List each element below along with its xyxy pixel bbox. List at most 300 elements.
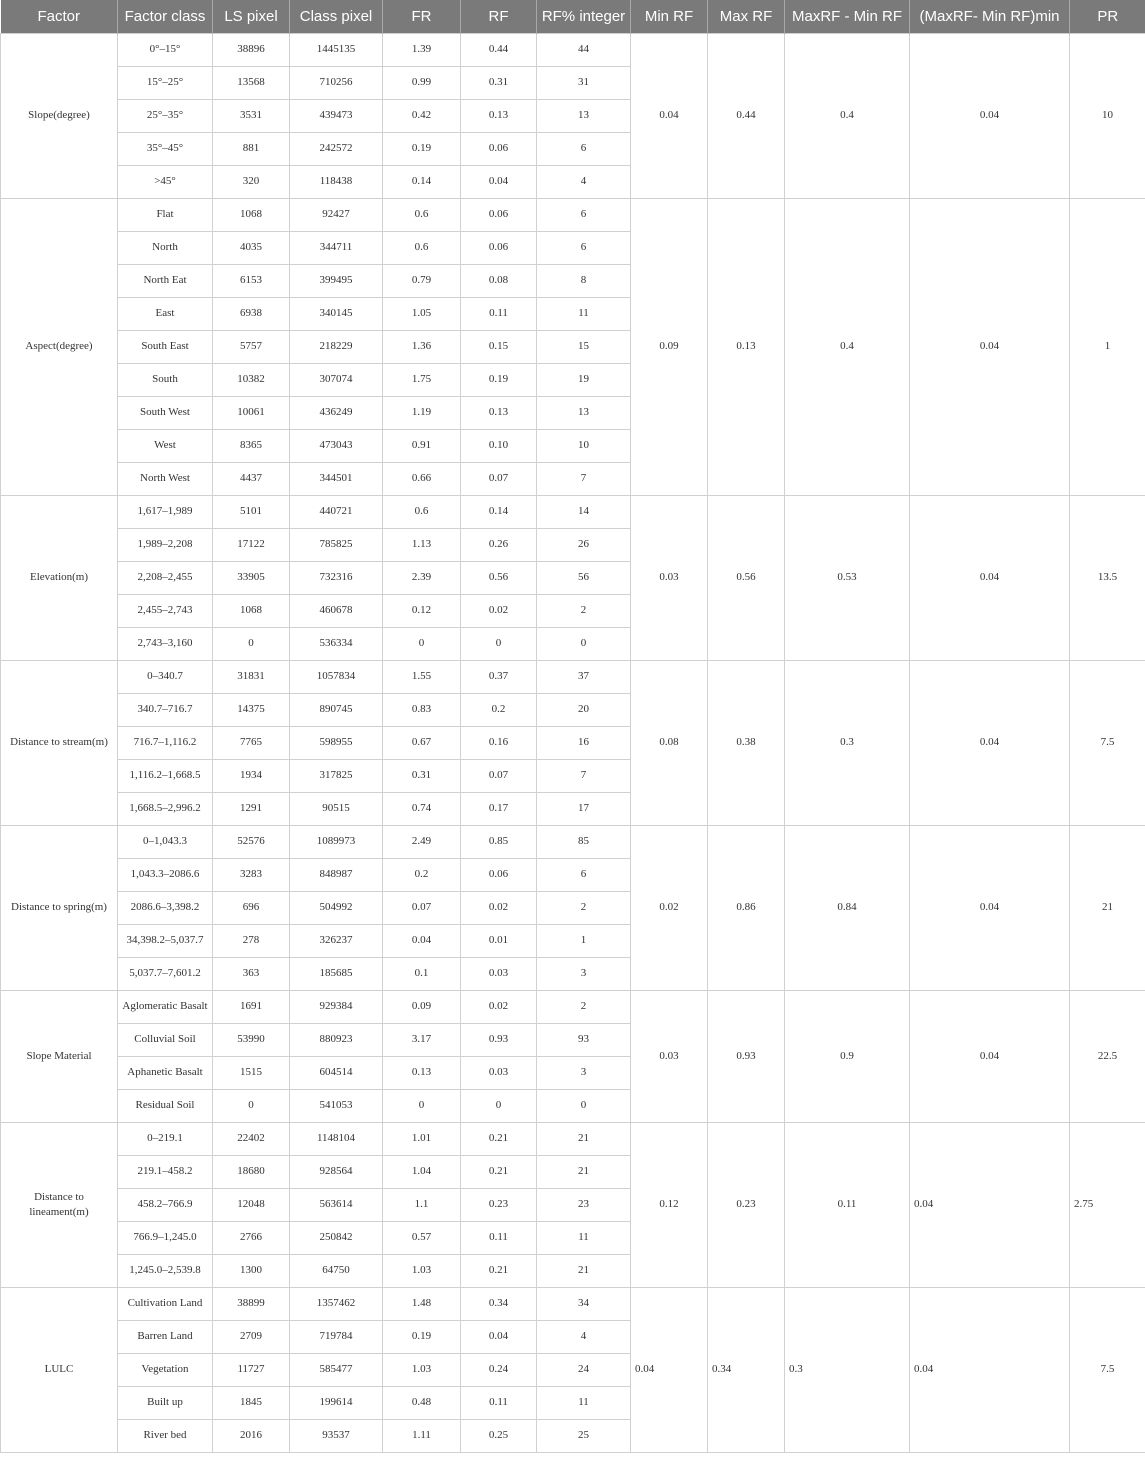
fr-cell: 0.14 xyxy=(383,165,461,198)
factor-class-cell: 1,043.3–2086.6 xyxy=(118,858,213,891)
maxrf-minus-minrf-cell: 0.3 xyxy=(785,660,910,825)
rf-percent-cell: 2 xyxy=(537,891,631,924)
class-pixel-cell: 250842 xyxy=(290,1221,383,1254)
class-pixel-cell: 439473 xyxy=(290,99,383,132)
min-rf-cell: 0.12 xyxy=(631,1122,708,1287)
class-pixel-cell: 541053 xyxy=(290,1089,383,1122)
class-pixel-cell: 536334 xyxy=(290,627,383,660)
fr-cell: 0.13 xyxy=(383,1056,461,1089)
ls-pixel-cell: 5101 xyxy=(213,495,290,528)
rf-percent-cell: 2 xyxy=(537,594,631,627)
rf-cell: 0.21 xyxy=(461,1155,537,1188)
fr-cell: 0.99 xyxy=(383,66,461,99)
maxrf-minrf-min-cell: 0.04 xyxy=(910,990,1070,1122)
factor-class-cell: Built up xyxy=(118,1386,213,1419)
ls-pixel-cell: 6938 xyxy=(213,297,290,330)
ls-pixel-cell: 881 xyxy=(213,132,290,165)
ls-pixel-cell: 1300 xyxy=(213,1254,290,1287)
maxrf-minus-minrf-cell: 0.53 xyxy=(785,495,910,660)
min-rf-cell: 0.09 xyxy=(631,198,708,495)
rf-cell: 0.11 xyxy=(461,1386,537,1419)
table-row xyxy=(1,495,1145,528)
factor-class-cell: 15°–25° xyxy=(118,66,213,99)
rf-percent-cell: 7 xyxy=(537,759,631,792)
class-pixel-cell: 928564 xyxy=(290,1155,383,1188)
class-pixel-cell: 1148104 xyxy=(290,1122,383,1155)
fr-cell: 0.04 xyxy=(383,924,461,957)
pr-cell: 22.5 xyxy=(1070,990,1145,1122)
class-pixel-cell: 890745 xyxy=(290,693,383,726)
rf-cell: 0.15 xyxy=(461,330,537,363)
factor-class-cell: >45° xyxy=(118,165,213,198)
rf-cell: 0.13 xyxy=(461,396,537,429)
ls-pixel-cell: 11727 xyxy=(213,1353,290,1386)
rf-cell: 0.26 xyxy=(461,528,537,561)
fr-cell: 1.04 xyxy=(383,1155,461,1188)
factor-class-cell: South East xyxy=(118,330,213,363)
pr-cell: 10 xyxy=(1070,33,1145,198)
fr-cell: 1.03 xyxy=(383,1254,461,1287)
table-row xyxy=(1,990,1145,1023)
maxrf-minus-minrf-cell: 0.4 xyxy=(785,33,910,198)
max-rf-cell: 0.34 xyxy=(708,1287,785,1452)
fr-cell: 0 xyxy=(383,1089,461,1122)
factor-class-cell: 716.7–1,116.2 xyxy=(118,726,213,759)
ls-pixel-cell: 18680 xyxy=(213,1155,290,1188)
header-rf-percent-integer: RF% integer xyxy=(537,0,631,33)
header-maxrf-minrf-min: (MaxRF- Min RF)min xyxy=(910,0,1070,33)
fr-cell: 1.03 xyxy=(383,1353,461,1386)
rf-percent-cell: 85 xyxy=(537,825,631,858)
rf-percent-cell: 1 xyxy=(537,924,631,957)
maxrf-minrf-min-cell: 0.04 xyxy=(910,1287,1070,1452)
header-factor: Factor xyxy=(1,0,118,33)
ls-pixel-cell: 0 xyxy=(213,1089,290,1122)
maxrf-minus-minrf-cell: 0.84 xyxy=(785,825,910,990)
ls-pixel-cell: 320 xyxy=(213,165,290,198)
rf-cell: 0.56 xyxy=(461,561,537,594)
rf-cell: 0.06 xyxy=(461,132,537,165)
factor-class-cell: 340.7–716.7 xyxy=(118,693,213,726)
ls-pixel-cell: 53990 xyxy=(213,1023,290,1056)
factor-class-cell: 2,208–2,455 xyxy=(118,561,213,594)
ls-pixel-cell: 1068 xyxy=(213,198,290,231)
ls-pixel-cell: 31831 xyxy=(213,660,290,693)
fr-cell: 1.01 xyxy=(383,1122,461,1155)
ls-pixel-cell: 0 xyxy=(213,627,290,660)
ls-pixel-cell: 17122 xyxy=(213,528,290,561)
rf-cell: 0.07 xyxy=(461,462,537,495)
factor-class-cell: Residual Soil xyxy=(118,1089,213,1122)
rf-percent-cell: 6 xyxy=(537,132,631,165)
factor-class-cell: 0–340.7 xyxy=(118,660,213,693)
max-rf-cell: 0.13 xyxy=(708,198,785,495)
pr-cell: 1 xyxy=(1070,198,1145,495)
rf-cell: 0.19 xyxy=(461,363,537,396)
ls-pixel-cell: 4437 xyxy=(213,462,290,495)
fr-cell: 0.1 xyxy=(383,957,461,990)
factor-class-cell: South West xyxy=(118,396,213,429)
factor-class-cell: South xyxy=(118,363,213,396)
ls-pixel-cell: 4035 xyxy=(213,231,290,264)
class-pixel-cell: 93537 xyxy=(290,1419,383,1452)
min-rf-cell: 0.08 xyxy=(631,660,708,825)
fr-cell: 1.13 xyxy=(383,528,461,561)
table-row xyxy=(1,33,1145,66)
maxrf-minrf-min-cell: 0.04 xyxy=(910,495,1070,660)
rf-cell: 0.02 xyxy=(461,891,537,924)
maxrf-minus-minrf-cell: 0.11 xyxy=(785,1122,910,1287)
rf-percent-cell: 7 xyxy=(537,462,631,495)
class-pixel-cell: 504992 xyxy=(290,891,383,924)
maxrf-minrf-min-cell: 0.04 xyxy=(910,825,1070,990)
factor-class-cell: 5,037.7–7,601.2 xyxy=(118,957,213,990)
factor-class-cell: 1,116.2–1,668.5 xyxy=(118,759,213,792)
header-row xyxy=(1,0,1145,33)
rf-cell: 0.93 xyxy=(461,1023,537,1056)
maxrf-minus-minrf-cell: 0.3 xyxy=(785,1287,910,1452)
pr-cell: 7.5 xyxy=(1070,1287,1145,1452)
table-body xyxy=(1,33,1145,1452)
table-row xyxy=(1,198,1145,231)
rf-percent-cell: 6 xyxy=(537,198,631,231)
fr-cell: 0.07 xyxy=(383,891,461,924)
rf-percent-cell: 8 xyxy=(537,264,631,297)
factor-class-cell: 0°–15° xyxy=(118,33,213,66)
table-row xyxy=(1,1122,1145,1155)
rf-cell: 0.13 xyxy=(461,99,537,132)
rf-percent-cell: 21 xyxy=(537,1122,631,1155)
rf-percent-cell: 24 xyxy=(537,1353,631,1386)
factor-class-cell: Aphanetic Basalt xyxy=(118,1056,213,1089)
header-min-rf: Min RF xyxy=(631,0,708,33)
factor-cell: Distance to stream(m) xyxy=(1,660,118,825)
fr-cell: 1.11 xyxy=(383,1419,461,1452)
class-pixel-cell: 732316 xyxy=(290,561,383,594)
class-pixel-cell: 344501 xyxy=(290,462,383,495)
class-pixel-cell: 785825 xyxy=(290,528,383,561)
rf-percent-cell: 0 xyxy=(537,627,631,660)
fr-cell: 1.48 xyxy=(383,1287,461,1320)
rf-cell: 0.23 xyxy=(461,1188,537,1221)
max-rf-cell: 0.38 xyxy=(708,660,785,825)
factor-class-cell: 1,245.0–2,539.8 xyxy=(118,1254,213,1287)
header-ls-pixel: LS pixel xyxy=(213,0,290,33)
fr-cell: 0.31 xyxy=(383,759,461,792)
rf-cell: 0.03 xyxy=(461,957,537,990)
rf-percent-cell: 34 xyxy=(537,1287,631,1320)
class-pixel-cell: 326237 xyxy=(290,924,383,957)
rf-percent-cell: 4 xyxy=(537,165,631,198)
ls-pixel-cell: 33905 xyxy=(213,561,290,594)
class-pixel-cell: 598955 xyxy=(290,726,383,759)
class-pixel-cell: 710256 xyxy=(290,66,383,99)
fr-cell: 0.6 xyxy=(383,495,461,528)
ls-pixel-cell: 14375 xyxy=(213,693,290,726)
pr-cell: 7.5 xyxy=(1070,660,1145,825)
class-pixel-cell: 185685 xyxy=(290,957,383,990)
fr-cell: 2.39 xyxy=(383,561,461,594)
header-maxrf-minus-minrf: MaxRF - Min RF xyxy=(785,0,910,33)
fr-cell: 0.67 xyxy=(383,726,461,759)
max-rf-cell: 0.23 xyxy=(708,1122,785,1287)
factor-class-cell: 0–1,043.3 xyxy=(118,825,213,858)
ls-pixel-cell: 8365 xyxy=(213,429,290,462)
rf-percent-cell: 4 xyxy=(537,1320,631,1353)
min-rf-cell: 0.04 xyxy=(631,1287,708,1452)
rf-cell: 0.17 xyxy=(461,792,537,825)
factor-cell: Distance to spring(m) xyxy=(1,825,118,990)
class-pixel-cell: 90515 xyxy=(290,792,383,825)
ls-pixel-cell: 363 xyxy=(213,957,290,990)
rf-percent-cell: 23 xyxy=(537,1188,631,1221)
ls-pixel-cell: 696 xyxy=(213,891,290,924)
min-rf-cell: 0.02 xyxy=(631,825,708,990)
rf-percent-cell: 16 xyxy=(537,726,631,759)
factor-class-cell: Cultivation Land xyxy=(118,1287,213,1320)
ls-pixel-cell: 2766 xyxy=(213,1221,290,1254)
rf-cell: 0.04 xyxy=(461,165,537,198)
rf-cell: 0.24 xyxy=(461,1353,537,1386)
class-pixel-cell: 1089973 xyxy=(290,825,383,858)
header-fr: FR xyxy=(383,0,461,33)
fr-cell: 2.49 xyxy=(383,825,461,858)
rf-cell: 0.02 xyxy=(461,594,537,627)
factor-class-cell: 219.1–458.2 xyxy=(118,1155,213,1188)
class-pixel-cell: 563614 xyxy=(290,1188,383,1221)
maxrf-minrf-min-cell: 0.04 xyxy=(910,660,1070,825)
ls-pixel-cell: 1291 xyxy=(213,792,290,825)
class-pixel-cell: 473043 xyxy=(290,429,383,462)
ls-pixel-cell: 10382 xyxy=(213,363,290,396)
fr-cell: 0.6 xyxy=(383,231,461,264)
rf-cell: 0.37 xyxy=(461,660,537,693)
rf-percent-cell: 6 xyxy=(537,231,631,264)
factor-cell: Distance to lineament(m) xyxy=(1,1122,118,1287)
rf-cell: 0.01 xyxy=(461,924,537,957)
maxrf-minus-minrf-cell: 0.9 xyxy=(785,990,910,1122)
class-pixel-cell: 719784 xyxy=(290,1320,383,1353)
rf-cell: 0 xyxy=(461,627,537,660)
rf-cell: 0.34 xyxy=(461,1287,537,1320)
class-pixel-cell: 1445135 xyxy=(290,33,383,66)
fr-cell: 0.48 xyxy=(383,1386,461,1419)
factor-class-cell: North West xyxy=(118,462,213,495)
rf-percent-cell: 93 xyxy=(537,1023,631,1056)
rf-percent-cell: 21 xyxy=(537,1155,631,1188)
ls-pixel-cell: 5757 xyxy=(213,330,290,363)
class-pixel-cell: 344711 xyxy=(290,231,383,264)
fr-cell: 0.91 xyxy=(383,429,461,462)
rf-percent-cell: 6 xyxy=(537,858,631,891)
rf-cell: 0.11 xyxy=(461,297,537,330)
factor-class-cell: North Eat xyxy=(118,264,213,297)
rf-percent-cell: 31 xyxy=(537,66,631,99)
fr-cell: 0.12 xyxy=(383,594,461,627)
rf-cell: 0.21 xyxy=(461,1122,537,1155)
rf-cell: 0.14 xyxy=(461,495,537,528)
fr-cell: 0.09 xyxy=(383,990,461,1023)
rf-percent-cell: 11 xyxy=(537,1386,631,1419)
maxrf-minrf-min-cell: 0.04 xyxy=(910,198,1070,495)
rf-percent-cell: 11 xyxy=(537,297,631,330)
rf-percent-cell: 25 xyxy=(537,1419,631,1452)
rf-percent-cell: 44 xyxy=(537,33,631,66)
ls-pixel-cell: 38896 xyxy=(213,33,290,66)
rf-cell: 0.2 xyxy=(461,693,537,726)
rf-cell: 0.02 xyxy=(461,990,537,1023)
ls-pixel-cell: 12048 xyxy=(213,1188,290,1221)
maxrf-minrf-min-cell: 0.04 xyxy=(910,1122,1070,1287)
class-pixel-cell: 218229 xyxy=(290,330,383,363)
ls-pixel-cell: 3531 xyxy=(213,99,290,132)
rf-percent-cell: 21 xyxy=(537,1254,631,1287)
class-pixel-cell: 92427 xyxy=(290,198,383,231)
min-rf-cell: 0.03 xyxy=(631,495,708,660)
factor-class-cell: 25°–35° xyxy=(118,99,213,132)
class-pixel-cell: 880923 xyxy=(290,1023,383,1056)
rf-percent-cell: 3 xyxy=(537,1056,631,1089)
factor-class-cell: 34,398.2–5,037.7 xyxy=(118,924,213,957)
fr-cell: 1.05 xyxy=(383,297,461,330)
factor-cell: Elevation(m) xyxy=(1,495,118,660)
factor-class-cell: 35°–45° xyxy=(118,132,213,165)
rf-percent-cell: 17 xyxy=(537,792,631,825)
maxrf-minrf-min-cell: 0.04 xyxy=(910,33,1070,198)
rf-cell: 0.31 xyxy=(461,66,537,99)
class-pixel-cell: 585477 xyxy=(290,1353,383,1386)
ls-pixel-cell: 1515 xyxy=(213,1056,290,1089)
rf-cell: 0.21 xyxy=(461,1254,537,1287)
rf-percent-cell: 13 xyxy=(537,396,631,429)
max-rf-cell: 0.93 xyxy=(708,990,785,1122)
fr-cell: 1.1 xyxy=(383,1188,461,1221)
header-max-rf: Max RF xyxy=(708,0,785,33)
fr-cell: 0.6 xyxy=(383,198,461,231)
factor-class-cell: 1,617–1,989 xyxy=(118,495,213,528)
factor-class-cell: River bed xyxy=(118,1419,213,1452)
pr-cell: 13.5 xyxy=(1070,495,1145,660)
ls-pixel-cell: 1934 xyxy=(213,759,290,792)
class-pixel-cell: 64750 xyxy=(290,1254,383,1287)
max-rf-cell: 0.56 xyxy=(708,495,785,660)
fr-cell: 0.2 xyxy=(383,858,461,891)
rf-percent-cell: 10 xyxy=(537,429,631,462)
rf-percent-cell: 26 xyxy=(537,528,631,561)
class-pixel-cell: 118438 xyxy=(290,165,383,198)
rf-cell: 0.06 xyxy=(461,231,537,264)
table-row xyxy=(1,1287,1145,1320)
rf-cell: 0.25 xyxy=(461,1419,537,1452)
ls-pixel-cell: 2016 xyxy=(213,1419,290,1452)
rf-cell: 0.44 xyxy=(461,33,537,66)
header-pr: PR xyxy=(1097,7,1119,25)
factor-class-cell: North xyxy=(118,231,213,264)
factor-class-cell: 2086.6–3,398.2 xyxy=(118,891,213,924)
ls-pixel-cell: 1691 xyxy=(213,990,290,1023)
factor-cell: LULC xyxy=(1,1287,118,1452)
factor-class-cell: 1,668.5–2,996.2 xyxy=(118,792,213,825)
ls-pixel-cell: 52576 xyxy=(213,825,290,858)
factor-class-cell: Vegetation xyxy=(118,1353,213,1386)
factor-class-cell: 2,743–3,160 xyxy=(118,627,213,660)
ls-pixel-cell: 1068 xyxy=(213,594,290,627)
header-class-pixel: Class pixel xyxy=(290,0,383,33)
factor-class-cell: Flat xyxy=(118,198,213,231)
rf-cell: 0.16 xyxy=(461,726,537,759)
rf-percent-cell: 11 xyxy=(537,1221,631,1254)
min-rf-cell: 0.04 xyxy=(631,33,708,198)
fr-cell: 1.75 xyxy=(383,363,461,396)
ls-pixel-cell: 22402 xyxy=(213,1122,290,1155)
ls-pixel-cell: 6153 xyxy=(213,264,290,297)
fr-cell: 3.17 xyxy=(383,1023,461,1056)
factor-class-cell: 766.9–1,245.0 xyxy=(118,1221,213,1254)
rf-percent-cell: 2 xyxy=(537,990,631,1023)
factor-cell: Aspect(degree) xyxy=(1,198,118,495)
ls-pixel-cell: 3283 xyxy=(213,858,290,891)
fr-cell: 0.74 xyxy=(383,792,461,825)
min-rf-cell: 0.03 xyxy=(631,990,708,1122)
fr-cell: 0 xyxy=(383,627,461,660)
fr-cell: 1.36 xyxy=(383,330,461,363)
ls-pixel-cell: 13568 xyxy=(213,66,290,99)
class-pixel-cell: 440721 xyxy=(290,495,383,528)
fr-cell: 1.39 xyxy=(383,33,461,66)
rf-cell: 0.85 xyxy=(461,825,537,858)
fr-cell: 0.66 xyxy=(383,462,461,495)
factor-class-cell: 2,455–2,743 xyxy=(118,594,213,627)
class-pixel-cell: 242572 xyxy=(290,132,383,165)
factor-cell: Slope Material xyxy=(1,990,118,1122)
class-pixel-cell: 1357462 xyxy=(290,1287,383,1320)
rf-cell: 0.06 xyxy=(461,198,537,231)
class-pixel-cell: 1057834 xyxy=(290,660,383,693)
rf-cell: 0.06 xyxy=(461,858,537,891)
rf-cell: 0.11 xyxy=(461,1221,537,1254)
class-pixel-cell: 848987 xyxy=(290,858,383,891)
class-pixel-cell: 307074 xyxy=(290,363,383,396)
rf-percent-cell: 3 xyxy=(537,957,631,990)
class-pixel-cell: 340145 xyxy=(290,297,383,330)
rf-percent-cell: 0 xyxy=(537,1089,631,1122)
ls-pixel-cell: 7765 xyxy=(213,726,290,759)
factor-class-cell: Barren Land xyxy=(118,1320,213,1353)
rf-percent-cell: 15 xyxy=(537,330,631,363)
max-rf-cell: 0.44 xyxy=(708,33,785,198)
rf-percent-cell: 19 xyxy=(537,363,631,396)
rf-cell: 0.04 xyxy=(461,1320,537,1353)
ls-pixel-cell: 278 xyxy=(213,924,290,957)
ls-pixel-cell: 1845 xyxy=(213,1386,290,1419)
fr-cell: 0.19 xyxy=(383,132,461,165)
rf-percent-cell: 14 xyxy=(537,495,631,528)
ls-pixel-cell: 10061 xyxy=(213,396,290,429)
class-pixel-cell: 929384 xyxy=(290,990,383,1023)
fr-cell: 0.79 xyxy=(383,264,461,297)
table-row xyxy=(1,825,1145,858)
rf-percent-cell: 37 xyxy=(537,660,631,693)
max-rf-cell: 0.86 xyxy=(708,825,785,990)
rf-cell: 0.10 xyxy=(461,429,537,462)
pr-cell: 2.75 xyxy=(1070,1122,1145,1287)
class-pixel-cell: 199614 xyxy=(290,1386,383,1419)
factor-class-cell: East xyxy=(118,297,213,330)
fr-cell: 0.83 xyxy=(383,693,461,726)
ls-pixel-cell: 38899 xyxy=(213,1287,290,1320)
fr-cell: 1.55 xyxy=(383,660,461,693)
class-pixel-cell: 436249 xyxy=(290,396,383,429)
